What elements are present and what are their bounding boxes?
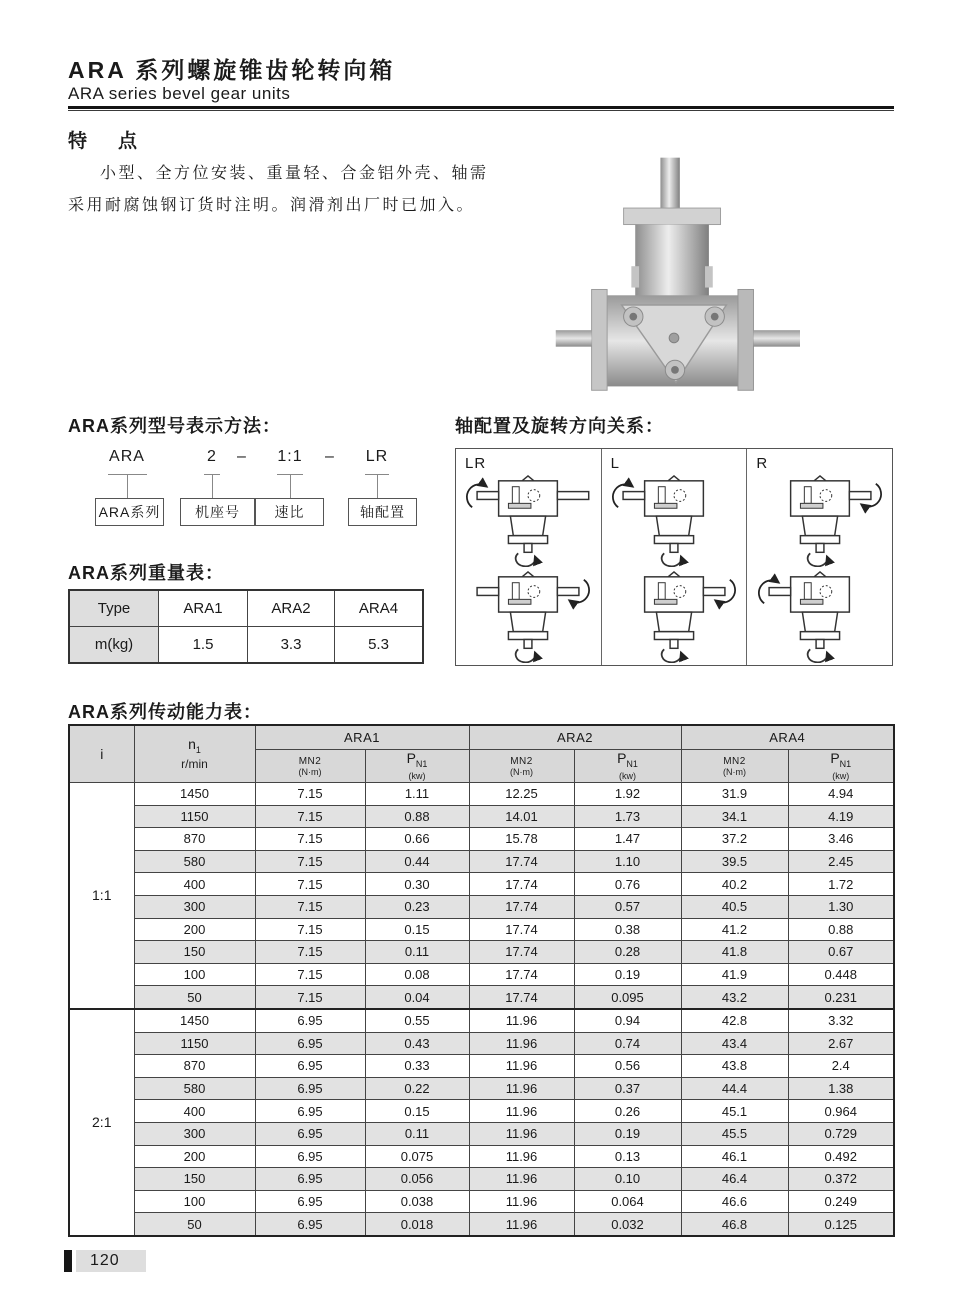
value-cell: 34.1	[681, 805, 788, 828]
value-cell: 0.08	[365, 963, 469, 986]
value-cell: 17.74	[469, 986, 574, 1009]
n1-cell: 1450	[134, 783, 255, 806]
value-cell: 0.88	[788, 918, 894, 941]
value-cell: 0.30	[365, 873, 469, 896]
value-cell: 14.01	[469, 805, 574, 828]
model-designation-heading: ARA系列型号表示方法：	[68, 416, 281, 436]
value-cell: 7.15	[255, 963, 365, 986]
value-cell: 7.15	[255, 783, 365, 806]
value-cell: 1.92	[574, 783, 681, 806]
row-label-cell: m(kg)	[69, 627, 159, 664]
col-header-n1	[134, 725, 255, 783]
value-cell: 0.032	[574, 1213, 681, 1236]
table-row	[69, 1168, 894, 1191]
value-cell: 5.3	[335, 627, 424, 664]
n1-cell: 50	[134, 1213, 255, 1236]
features-heading: 特 点	[68, 131, 144, 152]
value-cell: 0.125	[788, 1213, 894, 1236]
capacity-table-heading: ARA系列传动能力表：	[68, 702, 262, 722]
col-header-torque: MN2 (N·m)	[255, 750, 365, 783]
value-cell: 6.95	[255, 1122, 365, 1145]
value-cell: 0.44	[365, 850, 469, 873]
value-cell: 46.6	[681, 1190, 788, 1213]
value-cell: 39.5	[681, 850, 788, 873]
header-rule	[68, 106, 894, 111]
page-number: 120	[90, 1252, 120, 1269]
n1-cell: 100	[134, 963, 255, 986]
axis-config-heading: 轴配置及旋转方向关系：	[455, 416, 664, 436]
value-cell: 0.33	[365, 1055, 469, 1078]
value-cell: 11.96	[469, 1032, 574, 1055]
model-token-size: 2	[207, 448, 217, 465]
value-cell: 0.74	[574, 1032, 681, 1055]
value-cell: 0.26	[574, 1100, 681, 1123]
gearbox-diagram-r-top	[754, 473, 886, 567]
value-cell: 1.11	[365, 783, 469, 806]
n1-cell: 200	[134, 918, 255, 941]
value-cell: 0.492	[788, 1145, 894, 1168]
header-cell: Type	[69, 590, 159, 627]
value-cell: 6.95	[255, 1213, 365, 1236]
value-cell: 7.15	[255, 941, 365, 964]
model-label-size: 机座号	[180, 498, 255, 526]
col-header-power: $P_{N1}$ (kw)	[574, 750, 681, 783]
gearbox-diagram-lr-bottom	[462, 569, 594, 663]
value-cell: 3.32	[788, 1009, 894, 1032]
table-row	[69, 627, 423, 664]
value-cell: 6.95	[255, 1168, 365, 1191]
page-number-box	[76, 1250, 146, 1272]
col-header-power: $P_{N1}$ (kw)	[365, 750, 469, 783]
table-row	[69, 805, 894, 828]
n1-cell: 870	[134, 1055, 255, 1078]
gearbox-diagram-l-top	[608, 473, 740, 567]
axis-cell-r	[747, 449, 892, 665]
col-header-ara4: ARA4	[681, 725, 894, 750]
value-cell: 0.064	[574, 1190, 681, 1213]
table-row	[69, 873, 894, 896]
table-row	[69, 1190, 894, 1213]
n1-cell: 300	[134, 1122, 255, 1145]
value-cell: 0.448	[788, 963, 894, 986]
model-label-series: ARA系列	[95, 498, 164, 526]
value-cell: 0.88	[365, 805, 469, 828]
value-cell: 11.96	[469, 1168, 574, 1191]
value-cell: 1.10	[574, 850, 681, 873]
value-cell: 0.075	[365, 1145, 469, 1168]
value-cell: 0.57	[574, 895, 681, 918]
header-cell: ARA2	[248, 590, 335, 627]
value-cell: 41.9	[681, 963, 788, 986]
value-cell: 0.095	[574, 986, 681, 1009]
value-cell: 7.15	[255, 805, 365, 828]
connector	[377, 475, 378, 498]
table-row	[69, 1077, 894, 1100]
value-cell: 11.96	[469, 1190, 574, 1213]
header-cell: ARA1	[159, 590, 248, 627]
col-header-ara2: ARA2	[469, 725, 681, 750]
value-cell: 0.19	[574, 963, 681, 986]
value-cell: 17.74	[469, 873, 574, 896]
n1-cell: 1150	[134, 805, 255, 828]
gearbox-diagram-l-bottom	[608, 569, 740, 663]
value-cell: 6.95	[255, 1190, 365, 1213]
axis-cell-label: R	[756, 455, 769, 472]
value-cell: 0.67	[788, 941, 894, 964]
n1-cell: 300	[134, 895, 255, 918]
value-cell: 45.5	[681, 1122, 788, 1145]
table-row	[69, 1213, 894, 1236]
gearbox-diagram-lr-top	[462, 473, 594, 567]
axis-cell-label: LR	[465, 455, 487, 472]
axis-cell-label: L	[610, 455, 621, 472]
table-header-row	[69, 725, 894, 750]
value-cell: 11.96	[469, 1213, 574, 1236]
value-cell: 11.96	[469, 1055, 574, 1078]
value-cell: 2.67	[788, 1032, 894, 1055]
gearbox-diagram-r-bottom	[754, 569, 886, 663]
capacity-table	[68, 724, 895, 1237]
value-cell: 41.8	[681, 941, 788, 964]
value-cell: 43.8	[681, 1055, 788, 1078]
value-cell: 43.4	[681, 1032, 788, 1055]
value-cell: 46.8	[681, 1213, 788, 1236]
value-cell: 0.231	[788, 986, 894, 1009]
value-cell: 17.74	[469, 850, 574, 873]
n1-cell: 200	[134, 1145, 255, 1168]
value-cell: 0.38	[574, 918, 681, 941]
value-cell: 45.1	[681, 1100, 788, 1123]
value-cell: 17.74	[469, 895, 574, 918]
value-cell: 46.1	[681, 1145, 788, 1168]
value-cell: 0.729	[788, 1122, 894, 1145]
value-cell: 0.55	[365, 1009, 469, 1032]
value-cell: 4.94	[788, 783, 894, 806]
value-cell: 6.95	[255, 1055, 365, 1078]
value-cell: 6.95	[255, 1009, 365, 1032]
ratio-cell: 2:1	[69, 1009, 134, 1236]
value-cell: 11.96	[469, 1145, 574, 1168]
value-cell: 41.2	[681, 918, 788, 941]
value-cell: 6.95	[255, 1100, 365, 1123]
value-cell: 0.964	[788, 1100, 894, 1123]
table-row	[69, 895, 894, 918]
value-cell: 0.249	[788, 1190, 894, 1213]
value-cell: 0.018	[365, 1213, 469, 1236]
value-cell: 1.30	[788, 895, 894, 918]
value-cell: 2.4	[788, 1055, 894, 1078]
value-cell: 17.74	[469, 963, 574, 986]
page-subtitle: ARA series bevel gear units	[68, 84, 291, 103]
table-row	[69, 1009, 894, 1032]
table-row	[69, 1122, 894, 1145]
value-cell: 0.13	[574, 1145, 681, 1168]
features-line2: 采用耐腐蚀钢订货时注明。润滑剂出厂时已加入。	[68, 197, 476, 214]
value-cell: 0.19	[574, 1122, 681, 1145]
value-cell: 17.74	[469, 941, 574, 964]
value-cell: 17.74	[469, 918, 574, 941]
value-cell: 40.2	[681, 873, 788, 896]
n1-cell: 400	[134, 873, 255, 896]
model-designation-diagram	[68, 448, 428, 532]
value-cell: 11.96	[469, 1122, 574, 1145]
value-cell: 7.15	[255, 873, 365, 896]
value-cell: 44.4	[681, 1077, 788, 1100]
value-cell: 15.78	[469, 828, 574, 851]
value-cell: 0.15	[365, 918, 469, 941]
col-header-i: i	[69, 725, 134, 783]
value-cell: 0.94	[574, 1009, 681, 1032]
model-token-dash2: –	[325, 448, 335, 465]
value-cell: 6.95	[255, 1145, 365, 1168]
table-row	[69, 850, 894, 873]
header-cell: ARA4	[335, 590, 424, 627]
value-cell: 0.11	[365, 1122, 469, 1145]
axis-config-grid	[455, 448, 893, 666]
value-cell: 46.4	[681, 1168, 788, 1191]
col-header-torque: MN2 (N·m)	[469, 750, 574, 783]
value-cell: 7.15	[255, 850, 365, 873]
n1-cell: 1450	[134, 1009, 255, 1032]
table-row	[69, 1032, 894, 1055]
value-cell: 1.72	[788, 873, 894, 896]
value-cell: 31.9	[681, 783, 788, 806]
value-cell: 0.43	[365, 1032, 469, 1055]
value-cell: 0.22	[365, 1077, 469, 1100]
table-row	[69, 828, 894, 851]
value-cell: 0.28	[574, 941, 681, 964]
n1-unit: r/min	[181, 756, 208, 771]
value-cell: 4.19	[788, 805, 894, 828]
value-cell: 0.10	[574, 1168, 681, 1191]
table-row	[69, 590, 423, 627]
value-cell: 42.8	[681, 1009, 788, 1032]
value-cell: 1.38	[788, 1077, 894, 1100]
page-number-bar	[64, 1250, 72, 1272]
value-cell: 7.15	[255, 918, 365, 941]
value-cell: 6.95	[255, 1077, 365, 1100]
value-cell: 7.15	[255, 828, 365, 851]
value-cell: 0.056	[365, 1168, 469, 1191]
value-cell: 0.15	[365, 1100, 469, 1123]
value-cell: 0.76	[574, 873, 681, 896]
value-cell: 0.038	[365, 1190, 469, 1213]
value-cell: 2.45	[788, 850, 894, 873]
page-title: ARA 系列螺旋锥齿轮转向箱	[68, 57, 396, 83]
table-row	[69, 963, 894, 986]
n1-cell: 400	[134, 1100, 255, 1123]
value-cell: 6.95	[255, 1032, 365, 1055]
table-row	[69, 986, 894, 1009]
value-cell: 43.2	[681, 986, 788, 1009]
value-cell: 1.5	[159, 627, 248, 664]
table-row	[69, 1100, 894, 1123]
n1-cell: 50	[134, 986, 255, 1009]
n1-cell: 870	[134, 828, 255, 851]
col-header-torque: MN2 (N·m)	[681, 750, 788, 783]
model-label-config: 轴配置	[348, 498, 417, 526]
ratio-cell: 1:1	[69, 783, 134, 1009]
table-row	[69, 941, 894, 964]
value-cell: 11.96	[469, 1077, 574, 1100]
n1-cell: 1150	[134, 1032, 255, 1055]
table-row	[69, 1055, 894, 1078]
model-label-ratio: 速比	[255, 498, 324, 526]
axis-cell-lr	[456, 449, 602, 665]
weight-table-heading: ARA系列重量表：	[68, 563, 224, 583]
value-cell: 40.5	[681, 895, 788, 918]
n1-cell: 580	[134, 850, 255, 873]
value-cell: 3.3	[248, 627, 335, 664]
value-cell: 0.23	[365, 895, 469, 918]
connector	[212, 475, 213, 498]
table-row	[69, 1145, 894, 1168]
n1-cell: 150	[134, 941, 255, 964]
model-token-dash1: –	[237, 448, 247, 465]
model-token-ratio: 1:1	[277, 448, 303, 465]
value-cell: 0.11	[365, 941, 469, 964]
capacity-table-body	[69, 783, 894, 1236]
value-cell: 0.04	[365, 986, 469, 1009]
value-cell: 0.56	[574, 1055, 681, 1078]
value-cell: 1.47	[574, 828, 681, 851]
value-cell: 1.73	[574, 805, 681, 828]
connector	[127, 475, 128, 498]
product-photo	[548, 148, 800, 398]
n1-cell: 100	[134, 1190, 255, 1213]
table-row	[69, 783, 894, 806]
connector	[290, 475, 291, 498]
value-cell: 12.25	[469, 783, 574, 806]
weight-table	[68, 589, 424, 664]
value-cell: 37.2	[681, 828, 788, 851]
n1-symbol: n	[188, 736, 196, 753]
table-row	[69, 918, 894, 941]
n1-cell: 150	[134, 1168, 255, 1191]
value-cell: 0.66	[365, 828, 469, 851]
axis-cell-l	[602, 449, 748, 665]
value-cell: 11.96	[469, 1009, 574, 1032]
value-cell: 7.15	[255, 895, 365, 918]
value-cell: 7.15	[255, 986, 365, 1009]
model-token-series: ARA	[109, 448, 145, 465]
model-token-config: LR	[365, 448, 389, 465]
col-header-power: $P_{N1}$ (kw)	[788, 750, 894, 783]
value-cell: 0.372	[788, 1168, 894, 1191]
features-line1: 小型、全方位安装、重量轻、合金铝外壳、轴需	[100, 165, 489, 182]
value-cell: 11.96	[469, 1100, 574, 1123]
n1-cell: 580	[134, 1077, 255, 1100]
value-cell: 0.37	[574, 1077, 681, 1100]
col-header-ara1: ARA1	[255, 725, 469, 750]
n1-subscript: 1	[195, 744, 201, 755]
value-cell: 3.46	[788, 828, 894, 851]
